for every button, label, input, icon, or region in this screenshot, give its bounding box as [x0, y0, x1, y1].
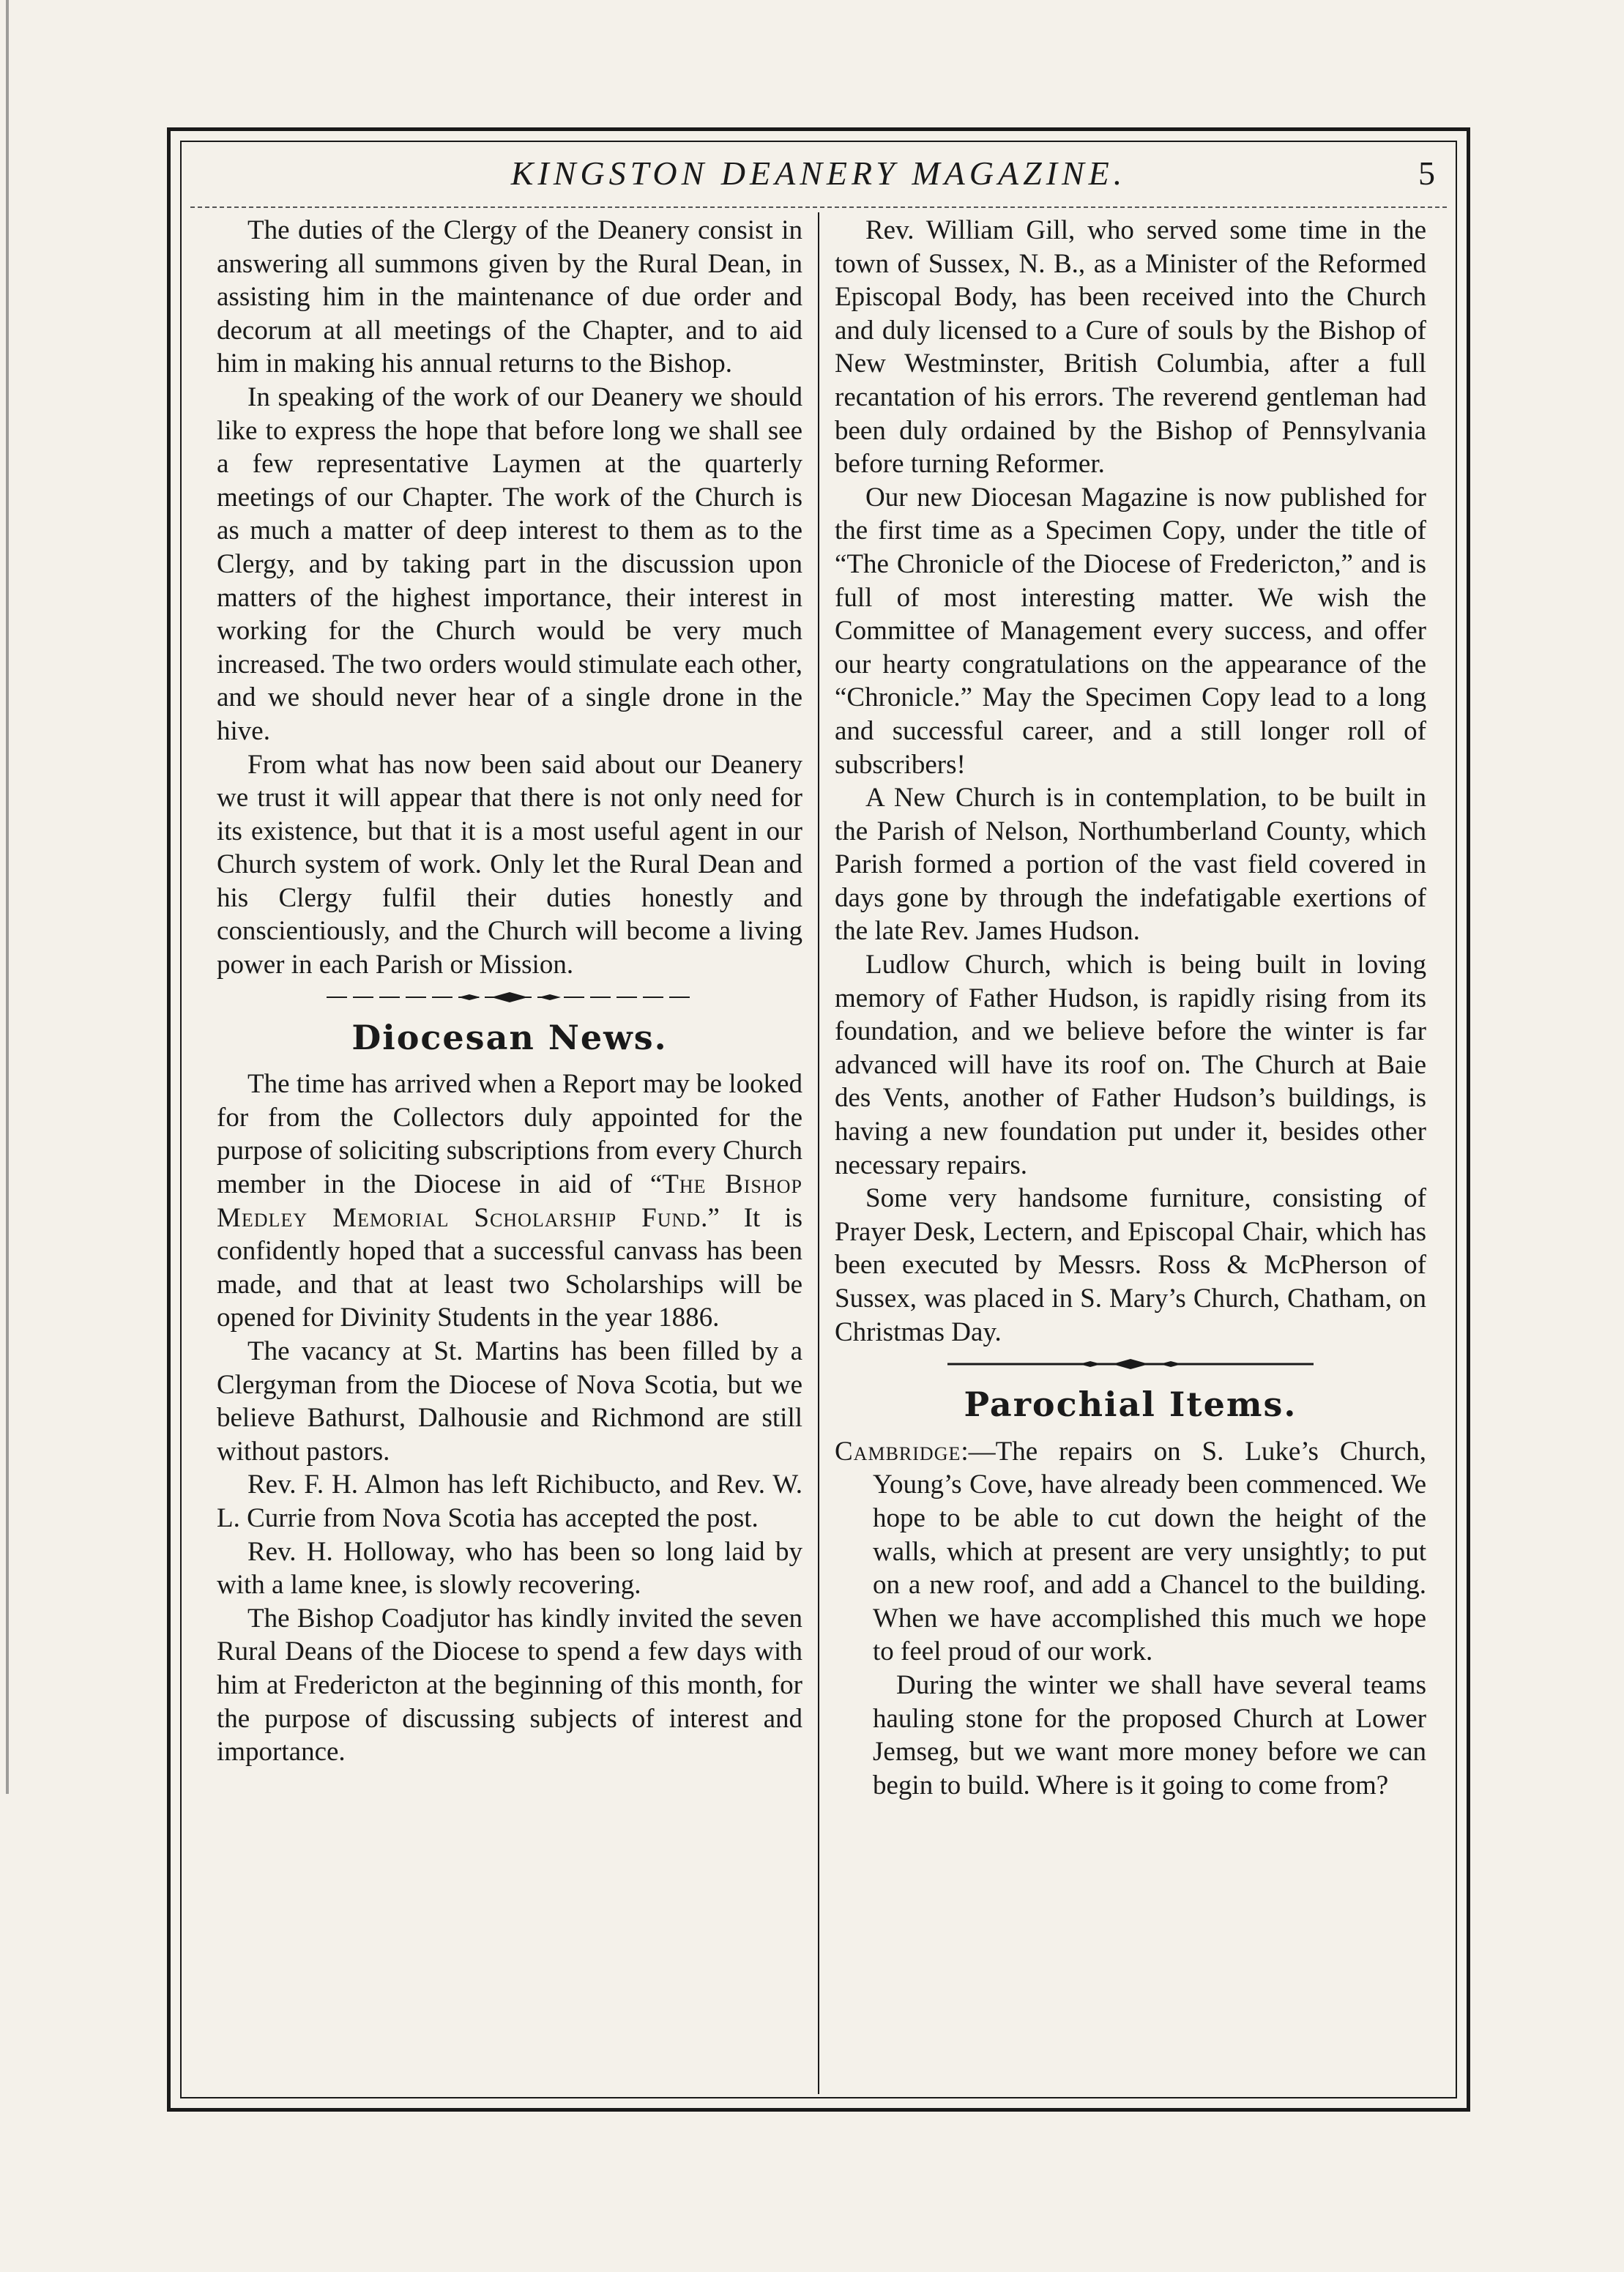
header-rule	[190, 206, 1447, 208]
paragraph: Our new Diocesan Magazine is now published for the first time as a Specimen Copy, under the title of “The Chronicle of the Diocese of Fredericton,” and is full of most interesting matter. We wish the Committee of Management every success, and offer our hearty congratulations on the appearance of the “Chronicle.” May the Specimen Copy lead to a long and successful career, and a still longer roll of subscribers!	[835, 482, 1426, 780]
paragraph	[217, 1068, 802, 1335]
scan-margin-mark	[6, 0, 9, 1794]
left-column	[217, 214, 802, 1769]
place-name: Cambridge	[835, 1436, 961, 1467]
paragraph: During the winter we shall have several teams hauling stone for the proposed Church at Lower Jemseg, but we want more money before we can begin to build. Where is it going to come from?	[873, 1669, 1426, 1800]
magazine-title: KINGSTON DEANERY MAGAZINE.	[510, 154, 1127, 192]
column-divider	[818, 212, 819, 2094]
diocesan-news-heading: Diocesan News.	[351, 1017, 668, 1057]
parochial-items-heading: Parochial Items.	[964, 1385, 1297, 1425]
paragraph: Rev. William Gill, who served some time in the town of Sussex, N. B., as a Minister of the Reformed Episcopal Body, has been received into the Church and duly licensed to a Cure of souls by the Bishop of New Westminster, British Columbia, after a full recantation of his errors. The reverend gentleman had been duly ordained by the Bishop of Pennsylvania before turning Reformer.	[835, 215, 1426, 480]
text-run: :—The repairs on S. Luke’s Church, Young’s Cove, have already been commenced. We hope to be able to cut down the height of the walls, which at present are very unsightly; to put on a new roof, and add a Chancel to the building. When we have accomplished this much we hope to feel proud of our work.	[873, 1436, 1426, 1667]
text-run: .” It is confidently hoped that a successful canvass has been made, and that at least two Scholarships will be opened for Divinity Students in the year 1886.	[217, 1202, 802, 1333]
text-run: The time has arrived when a Report may be looked for from the Collectors duly appointed for the purpose of soliciting subscriptions from every Church member in the Diocese in aid of “	[217, 1069, 802, 1200]
paragraph: The duties of the Clergy of the Deanery consist in answering all summons given by the Rural Dean, in assisting him in the maintenance of due order and decorum at all meetings of the Chapter, and to aid him in making his annual returns to the Bishop.	[217, 215, 802, 379]
paragraph: Rev. F. H. Almon has left Richibucto, and Rev. W. L. Currie from Nova Scotia has accepted the post.	[217, 1470, 802, 1533]
paragraph: Rev. H. Holloway, who has been so long laid by with a lame knee, is slowly recovering.	[217, 1536, 802, 1601]
paragraph: In speaking of the work of our Deanery we should like to express the hope that before long we shall see a few representative Laymen at the quarterly meetings of our Chapter. The work of the Church is as much a matter of deep interest to them as to the Clergy, and by taking part in the discussion upon matters of the highest importance, their interest in working for the Church would be very much increased. The two orders would stimulate each other, and we should never hear of a single drone in the hive.	[217, 381, 802, 746]
fund-name: The Bishop Medley Memorial Scholarship Fund	[217, 1169, 802, 1233]
paragraph: A New Church is in contemplation, to be built in the Parish of Nelson, Northumberland County, which Parish formed a portion of the vast field covered in days gone by through the indefatigable exertions of the late Rev. James Hudson.	[835, 783, 1426, 947]
section-ornament	[940, 1356, 1321, 1372]
paragraph	[835, 1435, 1426, 1669]
paragraph: From what has now been said about our Deanery we trust it will appear that there is not only need for its existence, but that it is a most useful agent in our Church system of work. Only let the Rural Dean and his Clergy fulfil their duties honestly and conscientiously, and the Church will become a living power in each Parish or Mission.	[217, 749, 802, 980]
section-ornament	[319, 989, 700, 1005]
paragraph: The Bishop Coadjutor has kindly invited the seven Rural Deans of the Diocese to spend a few days with him at Fredericton at the beginning of this month, for the purpose of discussing subjects of interest and importance.	[217, 1603, 802, 1768]
page-number: 5	[1418, 154, 1435, 192]
paragraph: Some very handsome furniture, consisting of Prayer Desk, Lectern, and Episcopal Chair, which has been executed by Messrs. Ross & McPherson of Sussex, was placed in S. Mary’s Church, Chatham, on Christmas Day.	[835, 1183, 1426, 1347]
running-header	[190, 154, 1447, 201]
paragraph: The vacancy at St. Martins has been filled by a Clergyman from the Diocese of Nova Scotia, but we believe Bathurst, Dalhousie and Richmond are still without pastors.	[217, 1336, 802, 1467]
right-column	[835, 214, 1426, 1802]
paragraph: Ludlow Church, which is being built in loving memory of Father Hudson, is rapidly rising from its foundation, and we believe before the winter is far advanced will have its roof on. The Church at Baie des Vents, another of Father Hudson’s buildings, is having a new foundation put under it, besides other necessary repairs.	[835, 950, 1426, 1180]
